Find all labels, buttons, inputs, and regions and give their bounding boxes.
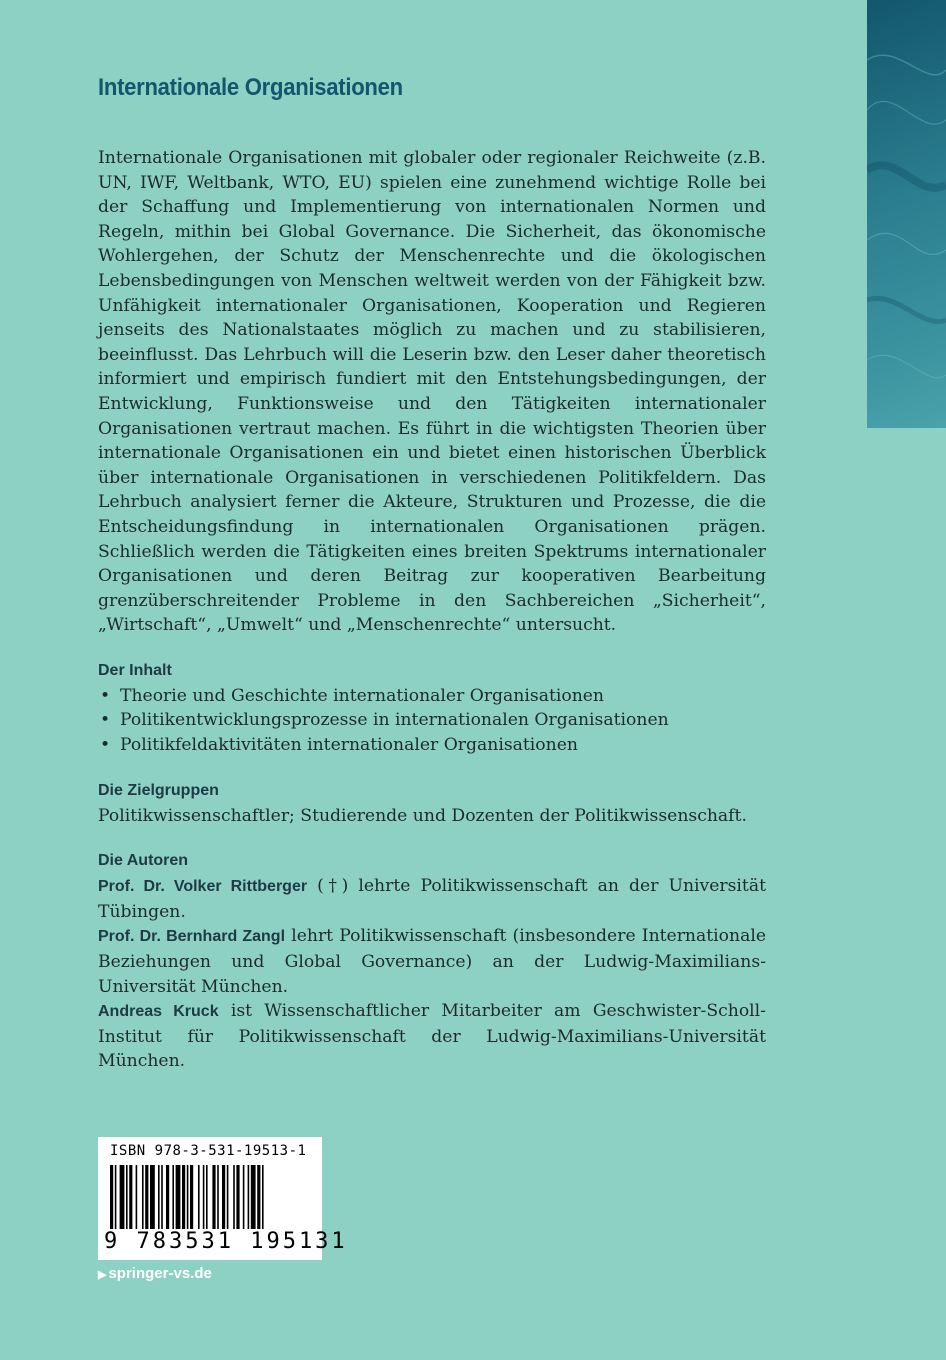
barcode-bar	[262, 1165, 264, 1229]
ean-number: 9 783531 195131	[104, 1229, 348, 1254]
author-entry-rittberger	[98, 874, 766, 924]
author-bio: lehrt Politikwissenschaft (insbesondere Internationale Beziehungen und Global Governance) an der Ludwig-Maximilians-Universität München.	[98, 926, 766, 997]
author-entry-zangl	[98, 924, 766, 999]
list-item: • Politikfeldaktivitäten internationaler Organisationen	[98, 733, 766, 758]
barcode-bar	[187, 1165, 189, 1229]
list-item: • Theorie und Geschichte internationaler Organisationen	[98, 684, 766, 709]
barcode-bar	[227, 1165, 229, 1229]
isbn-label: ISBN 978-3-531-19513-1	[110, 1143, 307, 1159]
barcode-bar	[176, 1165, 181, 1229]
arrow-right-icon: ▶	[98, 1269, 107, 1281]
barcode-bar	[136, 1165, 138, 1229]
barcode-bar	[158, 1165, 160, 1229]
author-name: Prof. Dr. Volker Rittberger	[98, 878, 308, 896]
barcode-bar	[248, 1165, 250, 1229]
publisher-link[interactable]	[98, 1265, 212, 1282]
section-heading-inhalt: Der Inhalt	[98, 661, 172, 679]
barcode-bar	[233, 1165, 235, 1229]
barcode-bar	[251, 1165, 256, 1229]
author-name: Andreas Kruck	[98, 1003, 219, 1021]
barcode-bar	[145, 1165, 148, 1229]
author-bio: ist Wissenschaftlicher Mitarbeiter am Geschwister-Scholl-Institut für Politikwissenschaft der Ludwig-Maximilians-Universität München.	[98, 1001, 766, 1072]
barcode-bar	[115, 1165, 117, 1229]
list-item: • Politikentwicklungsprozesse in internationalen Organisationen	[98, 708, 766, 733]
decorative-side-band	[867, 0, 946, 428]
barcode-bar	[110, 1165, 113, 1229]
barcode-bar	[182, 1165, 185, 1229]
barcode-bars-icon	[110, 1165, 310, 1229]
barcode-bar	[129, 1165, 132, 1229]
barcode-bar	[126, 1165, 128, 1229]
barcode-bar	[166, 1165, 169, 1229]
wave-pattern	[867, 0, 946, 428]
section-heading-autoren: Die Autoren	[98, 852, 189, 870]
zielgruppen-text: Politikwissenschaftler; Studierende und Dozenten der Politikwissenschaft.	[98, 805, 747, 826]
section-zielgruppen	[98, 780, 766, 829]
barcode-bar	[222, 1165, 225, 1229]
barcode-bar	[172, 1165, 174, 1229]
section-inhalt	[98, 660, 766, 758]
barcode-bar	[236, 1165, 239, 1229]
back-cover-text	[98, 74, 766, 1074]
barcode-box	[98, 1137, 348, 1260]
barcode-bar	[120, 1165, 125, 1229]
barcode-bar	[212, 1165, 215, 1229]
book-title: Internationale Organisationen	[98, 74, 403, 101]
publisher-url: springer-vs.de	[108, 1265, 212, 1282]
barcode-bar	[206, 1165, 208, 1229]
barcode-bar	[257, 1165, 260, 1229]
barcode-bar	[198, 1165, 200, 1229]
section-heading-zielgruppen: Die Zielgruppen	[98, 781, 219, 799]
abstract-paragraph: Internationale Organisationen mit globaler oder regionaler Reichweite (z.B. UN, IWF, Weltbank, WTO, EU) spielen eine zunehmend wichtige Rolle bei der Schaffung und Implementierung von internationalen Normen und Regeln, mithin bei Global Governance. Die Sicherheit, das ökonomische Wohlergehen, der Schutz der Menschenrechte und die ökologischen Lebensbedingungen von Menschen weltweit werden von der Fähigkeit bzw. Unfähigkeit internationaler Organisationen, Kooperation und Regieren jenseits des Nationalstaates möglich zu machen und zu stabilisieren, beeinflusst. Das Lehrbuch will die Leserin bzw. den Leser daher theoretisch informiert und empirisch fundiert mit den Entstehungsbedingungen, der Entwicklung, Funktionsweise und den Tätigkeiten internationaler Organisationen vertraut machen. Es führt in die wichtigsten Theorien über internationale Organisationen ein und bietet einen historischen Überblick über internationale Organisationen in verschiedenen Politikfeldern. Das Lehrbuch analysiert ferner die Akteure, Strukturen und Prozesse, die die Entscheidungsfindung in internationalen Organisationen prägen. Schließlich werden die Tätigkeiten eines breiten Spektrums internationaler Organisationen und deren Beitrag zur kooperativen Bearbeitung grenzüberschreitender Probleme in den Sachbereichen „Sicherheit“, „Wirtschaft“, „Umwelt“ und „Menschenrechte“ untersucht.	[98, 148, 766, 636]
barcode-bar	[142, 1165, 144, 1229]
barcode-bar	[203, 1165, 205, 1229]
barcode-bar	[243, 1165, 245, 1229]
barcode-bar	[217, 1165, 219, 1229]
author-name: Prof. Dr. Bernhard Zangl	[98, 928, 286, 946]
author-entry-kruck	[98, 999, 766, 1074]
barcode-bar	[150, 1165, 155, 1229]
barcode-bar	[161, 1165, 163, 1229]
author-bio: (†) lehrte Politikwissenschaft an der Universität Tübingen.	[98, 876, 766, 922]
inhalt-list	[98, 684, 766, 758]
barcode-bar	[190, 1165, 193, 1229]
section-autoren	[98, 850, 766, 1074]
